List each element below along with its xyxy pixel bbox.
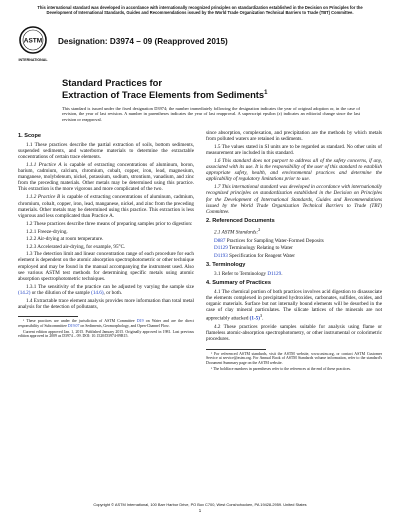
- d1129-title: Terminology Relating to Water: [227, 245, 293, 252]
- para-1-5: 1.5 The values stated in SI units are to be regarded as standard. No other units of measurement are included in this standard.: [206, 143, 382, 156]
- footnote-3-marker: 3: [259, 313, 263, 319]
- section-1-heading: 1. Scope: [18, 132, 42, 139]
- logo-subtext: INTERNATIONAL: [18, 57, 48, 62]
- astm-logo-icon: [18, 25, 52, 65]
- footnote-divider-right: [206, 349, 266, 350]
- d1129-link[interactable]: D1129: [214, 245, 228, 252]
- logo-text: ASTM: [23, 37, 43, 45]
- para-1-1-1: [18, 162, 194, 192]
- footnote-2: ² For referenced ASTM standards, visit the ASTM website, www.astm.org, or contact ASTM Customer Service at service@astm.org. For Annual Book of ASTM Standards volume information, refer to the standard's Document Summary page on the ASTM website.: [206, 351, 382, 365]
- footnote-divider: [18, 316, 78, 317]
- reference-d887: [214, 238, 382, 244]
- title-footnote-marker: 1: [264, 90, 268, 97]
- committee-d19-link[interactable]: D19: [136, 319, 144, 324]
- para-1-3-1-text-b: or the dilution of the sample: [30, 289, 92, 296]
- para-3-1: [206, 271, 382, 277]
- para-1-2: 1.2 These practices describe three means of preparing samples prior to digestion:: [26, 220, 193, 227]
- para-1-2-2: 1.2.2 Air-drying at room temperature.: [26, 236, 104, 243]
- subcommittee-d19-07-link[interactable]: D19.07: [67, 323, 80, 328]
- right-column: [206, 130, 382, 373]
- para-1-1-2: [18, 194, 194, 218]
- astm-standards-label: 2.1 ASTM Standards:: [214, 229, 259, 236]
- para-1-3-1: [18, 284, 194, 296]
- title-line-2: Extraction of Trace Elements from Sediments: [62, 89, 265, 101]
- reference-d1193: [214, 253, 382, 259]
- para-1-3-1-text-c: , or both.: [103, 289, 123, 296]
- section-3-heading: 3. Terminology: [206, 261, 246, 268]
- footnote-1-text-a: ¹ These practices are under the jurisdiction of ASTM Committee: [23, 319, 137, 324]
- practice-a-label: 1.1.1 Practice A: [26, 162, 62, 168]
- document-header: [18, 25, 382, 65]
- para-4-1-text: 4.1 The chemical portion of both practices involves acid digestion to disassociate the elements complexed in precipitated hydroxides, carbonates, sulfides, oxides, and organic materials. Surface but not internally bound elements will be desorbed in the case of clay mineral particulates. The silicate lattices of the minerals are not appreciably attacked: [206, 289, 382, 323]
- para-1-1-2-text: is capable of extracting concentrations of aluminum, cadmium, chromium, cobalt, copper, iron, lead, manganese, nickel, and zinc from the preceding materials. Other metals may be determined using this practice. This extraction is less vigorous and less complicated than Practice A.: [18, 194, 195, 219]
- para-1-1-1-text: is capable of extracting concentrations of aluminum, boron, barium, cadmium, calcium, chromium, cobalt, copper, iron, lead, magnesium, manganese, molybdenum, nickel, potassium, sodium, strontium, vanadium, and zinc from the preceding materials. Other metals may be determined using this practice. This extraction is the more vigorous and more complicated of the two.: [18, 162, 194, 193]
- para-3-1-period: .: [281, 270, 283, 277]
- para-4-1-period: .: [262, 316, 264, 323]
- section-4-heading: 4. Summary of Practices: [206, 280, 271, 286]
- footnote-1-text-c: on Sediments, Geomorphology, and Open-Channel Flow.: [79, 323, 170, 328]
- footnote-2-marker: 2: [258, 226, 261, 232]
- ref-link-14-2[interactable]: (14.2): [18, 289, 31, 296]
- para-1-7: 1.7 This international standard was developed in accordance with internationally recognized principles on standardization established in the Decision on Principles for the Development of International Standards, Guides and Recommendations issued by the World Trade Organization Technical Barriers to Trade (TBT) Committee.: [206, 184, 382, 215]
- ref-link-14-6[interactable]: (14.6): [91, 289, 104, 296]
- para-1-2-3: 1.2.3 Accelerated air-drying, for example, 95°C.: [26, 243, 126, 250]
- d887-link[interactable]: D887: [214, 237, 226, 244]
- para-4-1: [206, 289, 382, 322]
- para-1-3-1-text-a: 1.3.1 The sensitivity of the practice can be adjusted by varying the sample size: [26, 283, 194, 290]
- footnote-3: ³ The boldface numbers in parentheses refer to the references at the end of these practices.: [211, 366, 352, 371]
- footnote-edition: Current edition approved Jan. 1, 2015. Published January 2015. Originally approved in 1981. Last previous edition approved in 2009 as D3974 – 09. DOI: 10.1520/D3974-09R15.: [18, 329, 194, 339]
- reference-d1129: [214, 245, 382, 251]
- title-line-1: Standard Practices for: [62, 76, 163, 88]
- designation: Designation: D3974 – 09 (Reapproved 2015): [58, 37, 228, 47]
- d1193-title: Specification for Reagent Water: [227, 252, 295, 259]
- footnote-1-text-b: on Water and are the direct responsibility of Subcommittee: [18, 319, 194, 328]
- ref-link-1-5[interactable]: (1-5): [249, 316, 260, 323]
- para-2-1: [206, 227, 382, 236]
- page-number: 1: [198, 507, 202, 513]
- document-title: [62, 77, 382, 101]
- para-1-3: 1.3 The detection limit and linear concentration range of each procedure for each element is dependent on the atomic absorption spectrophotometric or other technique employed and may be found in the manual accompanying the instrument used. Also see various ASTM test methods for determining specific metals using atomic absorption spectrophotometric techniques.: [18, 251, 194, 282]
- para-1-1: 1.1 These practices describe the partial extraction of soils, bottom sediments, suspended sediments, and waterborne materials to determine the extractable concentrations of certain trace elements.: [18, 141, 194, 160]
- d1193-link[interactable]: D1193: [214, 252, 228, 259]
- practice-b-label: 1.1.2 Practice B: [26, 194, 61, 201]
- footnote-1: [18, 319, 194, 328]
- intro-paragraph: This standard is issued under the fixed designation D3974; the number immediately following the designation indicates the year of original adoption or, in the case of revision, the year of last revision. A number in parentheses indicates the year of last reapproval. A superscript epsilon (ε) indicates an editorial change since the last revision or reapproval.: [62, 106, 360, 122]
- para-1-4: 1.4 Extractable trace element analysis provides more information than total metal analysis for the detection of pollutants,: [18, 298, 194, 311]
- two-column-body: [18, 130, 382, 373]
- terminology-d1129-link[interactable]: D1129: [267, 270, 282, 277]
- copyright-notice: Copyright © ASTM International, 100 Barr Harbor Drive, PO Box C700, West Conshohocken, PA 19428-2959. United States: [93, 502, 307, 507]
- para-1-2-1: 1.2.1 Freeze-drying.: [26, 228, 68, 235]
- para-3-1-text: 3.1 Refer to Terminology: [214, 270, 268, 277]
- left-column: [18, 130, 194, 373]
- standardization-notice: This international standard was developed in accordance with internationally recognized principles on standardization established in the Decision on Principles for the Development of International Standards, Guides and Recommendations issued by the World Trade Organization Technical Barriers to Trade (TBT) Committee.: [37, 5, 363, 15]
- section-2-heading: 2. Referenced Documents: [206, 217, 275, 224]
- para-4-2: 4.2 These practices provide samples suitable for analysis using flame or flameless atomic-absorption spectrophotometry, or other instrumental or colorimetric procedures.: [206, 324, 382, 343]
- para-1-4-continued: since absorption, complexation, and precipitation are the methods by which metals from polluted waters are retained in sediments.: [206, 129, 382, 142]
- d887-title: Practices for Sampling Water-Formed Deposits: [225, 237, 324, 244]
- para-1-6: 1.6 This standard does not purport to address all of the safety concerns, if any, associated with its use. It is the responsibility of the user of this standard to establish appropriate safety, health, and environmental practices and determine the applicability of regulatory limitations prior to use.: [206, 158, 382, 183]
- page-footer: [0, 503, 400, 513]
